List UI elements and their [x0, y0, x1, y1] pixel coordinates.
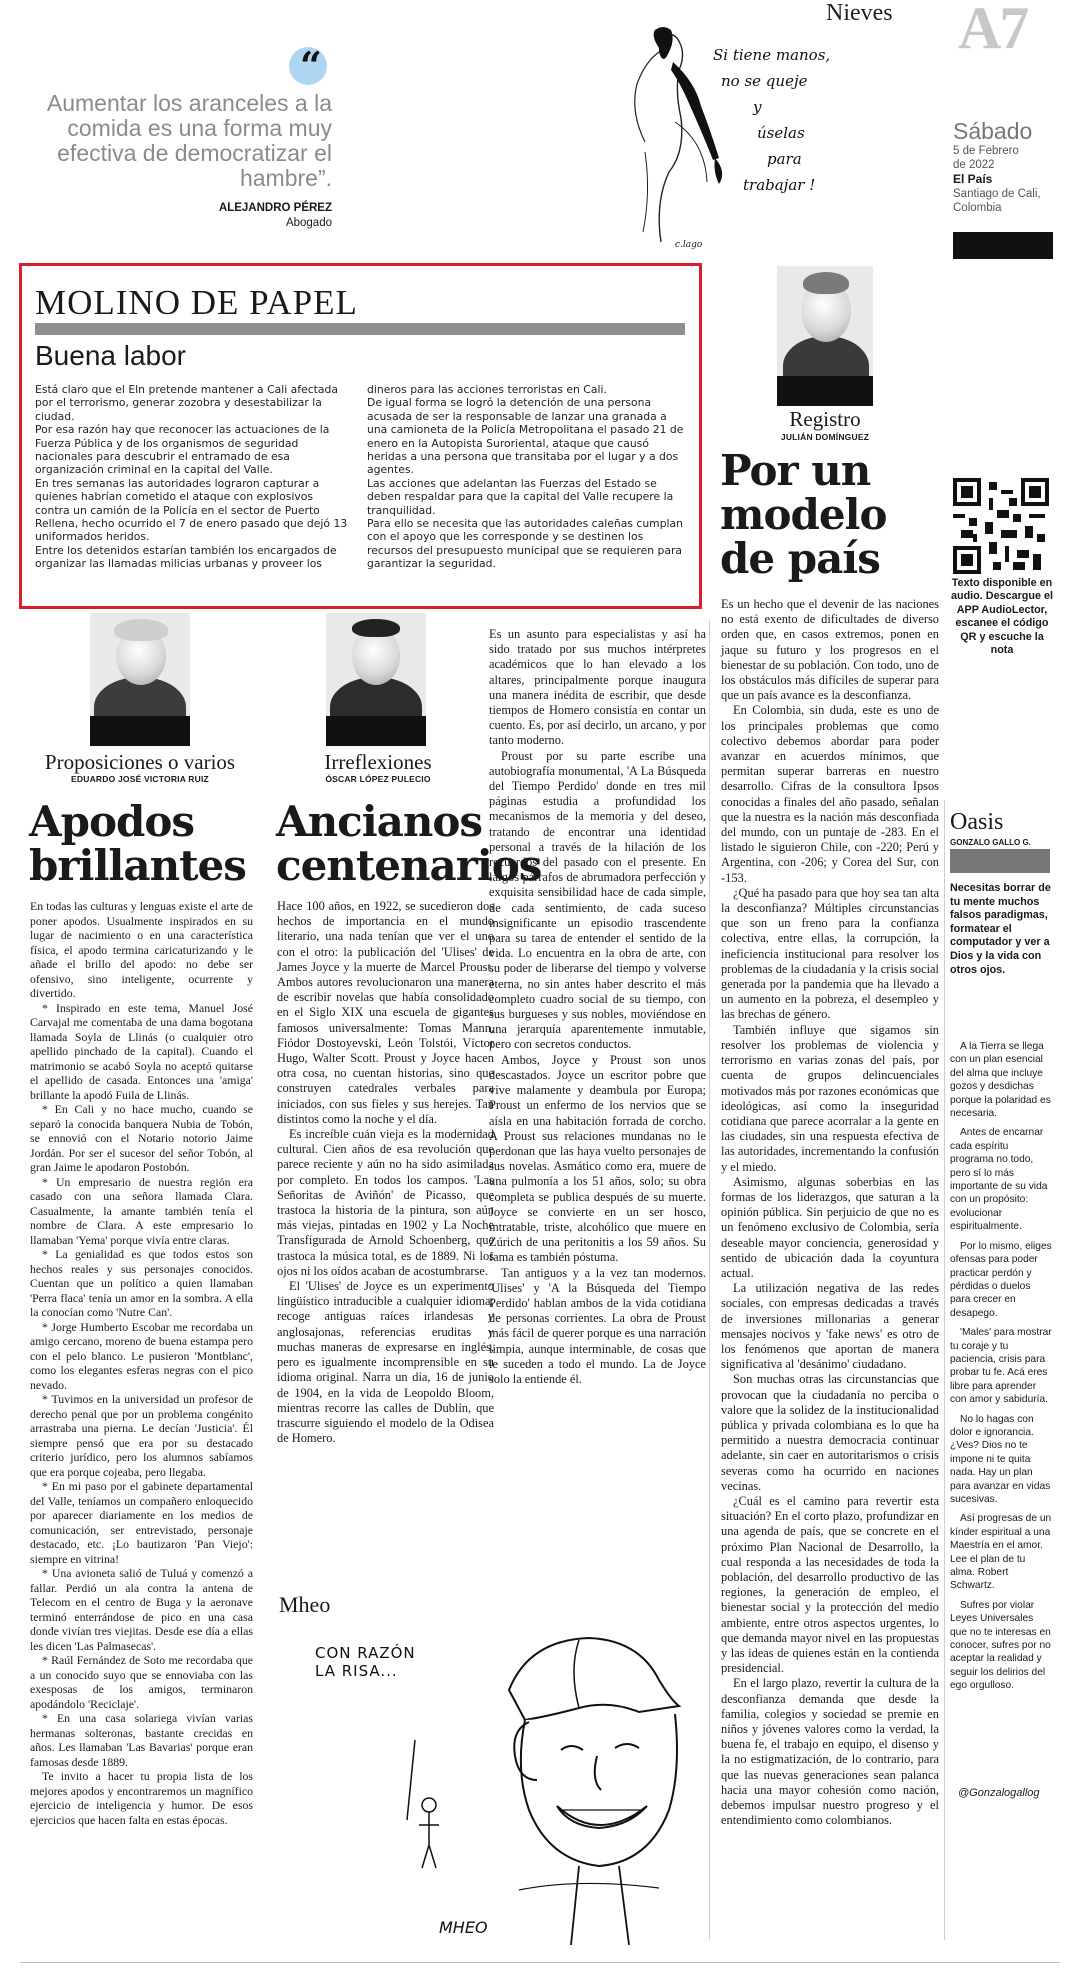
oasis-lead: Necesitas borrar de tu mente muchos falsos paradigmas, formatear el computador y ver a Dios y la vida con otros ojos. — [950, 882, 1051, 976]
mheo-cartoon — [279, 1630, 709, 1945]
mheo-signature: MHEO — [439, 1918, 488, 1937]
editorial-col-1: Está claro que el Eln pretende mantener a Cali afectada por el terrorismo, generar zozobra y desestabilizar la ciudad. Por esa razón hay que reconocer las actuaciones de la Fuerza Pública y de los organismos de seguridad nacionales para descubrir el entramado de esa organización criminal en la capital del Valle. En tres semanas las autoridades lograron capturar a quienes habrían cometido el ataque con explosivos contra un camión de la Policía en el sector de Puerto Rellena, hecho ocurrido el 7 de enero pasado que dejó 13 uniformados heridos. Entre los detenidos estarían también los encargados de organizar las llamadas milicias urbanas y proveer los — [35, 383, 348, 571]
section-name: Nieves — [826, 0, 893, 26]
proposiciones-author-photo — [90, 613, 190, 746]
proposiciones-title: Apodos brillantes — [29, 797, 246, 890]
proposiciones-author: EDUARDO JOSÉ VICTORIA RUIZ — [71, 774, 209, 784]
paper-name: El País — [953, 172, 993, 186]
editorial-box — [19, 263, 702, 609]
oasis-column-name: Oasis — [950, 809, 1004, 835]
mheo-speech-bubble: CON RAZÓN LA RISA... — [315, 1644, 416, 1680]
date: 5 de Febrero de 2022 — [953, 145, 1019, 171]
irreflexiones-body-col-1: Hace 100 años, en 1922, se sucedieron dos hechos de importancia en el mundo literario, una nada tenían que ver el uno con el otro: la publicación del 'Ulises' de James Joyce y la muerte de Marcel Proust. Ambos autores revolucionaron una manera de escribir novelas que había consolidado en el Siglo XIX una escuela de gigantes famosos universalmente: Tomas Mann, Fiódor Dostoyevski, León Tolstói, Víctor Hugo, Walter Scott. Proust y Joyce hacen otra cosa, no cuentan historias, sino que construyen catedrales verbales para iniciados, con sus fieles y sus herejes. Tan distintos como la noche y el día. Es increíble cuán vieja es la modernidad cultural. Cien años de esa revolución que parece reciente y aún no ha sido asimilada por completo. En todos los campos. 'Las Señoritas de Aviñón' de Picasso, que trastoca la historia de la pintura, son aún más viejas, pintadas en 1902 y La Noche Transfigurada de Arnold Schoenberg, que trastoca la música total, es de 1889. Ni los ojos ni los oídos acaban de acostumbrarse. El 'Ulises' de Joyce es un experimento lingüístico intraducible a cualquier idioma; recoge antiguas raíces irlandesas y anglosajonas, referencias eruditas y muchas maneras de expresarse en inglés, pero es igualmente incomprensible en su idioma original. Narra un día, 16 de junio de 1904, en la vida de Leopoldo Bloom, mientras recorre las calles de Dublín, que trascurre siguiendo el modelo de la Odisea de Homero. — [277, 899, 494, 1446]
oasis-body: A la Tierra se llega con un plan esencial del alma que incluye gozos y desdichas porque la polaridad es necesaria. Antes de encarnar cada espíritu programa no todo, pero sí lo más importante de su vida con un propósito: evolucionar espiritualmente. Por lo mismo, eliges ofensas para poder practicar perdón y pérdidas o duelos para crecer en desapego. 'Males' para mostrar tu coraje y tu paciencia, crisis para probar tu fe. Acá eres libre para aprender con amor y sabiduría. No lo hagas con dolor e ignorancia. ¿Ves? Dios no te impone ni te quita nada. Hay un plan para avanzar en vidas sucesivas. Así progresas de un kínder espiritual a una Maestría en el amor. Lee el plan de tu alma. Robert Schwartz. Sufres por violar Leyes Universales que no te interesas en conocer, sufres por no aceptar la realidad y seguir los delirios del ego orgulloso. — [950, 1041, 1052, 1692]
irreflexiones-author-photo — [326, 613, 426, 746]
proposiciones-column-name: Proposiciones o varios — [44, 750, 236, 774]
cartoon-caption: Si tiene manos, no se queje y úselas para trabajar ! — [713, 46, 831, 194]
registro-author-photo — [777, 266, 873, 406]
column-divider — [944, 800, 945, 1940]
audio-text: Texto disponible en audio. Descargue el APP AudioLector, escanee el código QR y escuche la nota — [950, 577, 1053, 657]
oasis-handle[interactable]: @Gonzalogallog — [958, 1787, 1040, 1799]
proposiciones-body: En todas las culturas y lenguas existe el arte de poner apodos. Usualmente inspirados en su lugar de nacimiento o en una característica física, el apodo termina caricaturizando y le añade el brillo del apodo: no debe ser ofensivo, sino inteligente, ocurrente y divertido. * Inspirado en este tema, Manuel José Carvajal me comentaba de una dama bogotana llamada Soyla de Llinás (o cualquier otro apellido pinchado de la capital). Cuando el matrimonio se acabó Soyla no aceptó quitarse el apellido de casada. Entonces una 'amiga' brillante la apodó Fuila de Llinás. * En Cali y no hace mucho, cuando se separó la conocida banquera Nubia de Tobón, se ennovió con el Notario notorio Jaime Jordán. Por ser el sucesor del señor Tobón, al gran Jaime le apodaron Postobón. * Un empresario de nuestra región era casado con una señora llamada Clara. Casualmente, la amante también tenía el nombre de Clara. A este empresario lo llamaban 'Yema' porque vivía entre claras. * La genialidad es que todos estos son hechos reales y sus personajes conocidos. Cuentan que un político a quien llamaban 'Perra flaca' tenía un amor en la sombra. A ella la conocían como 'Nutre Can'. * Jorge Humberto Escobar me recordaba un amigo cercano, moreno de buena estampa pero con el pelo blanco. Le pusieron 'Montblanc', como los elegantes esferas negras con el pico nevado. * Tuvimos en la universidad un profesor de derecho penal que por un problema congénito arrastraba una pierna. Le decían 'Justicia'. Él siempre pensó que era por su destacado criterio jurídico, pero los alumnos sabíamos que era porque cojeaba, pero llegaba. * En mi paso por el gabinete departamental del Valle, teníamos un compañero enloquecido por aparecer diariamente en los medios de comunicación, ser entrevistado, personaje destacado, etc. ¡Lo bautizaron 'Pan Viejo': siempre en vitrina! * Una avioneta salió de Tuluá y comenzó a fallar. Perdió un ala contra la antena de Telecom en el centro de Buga y la aeronave terminó enterrándose de pico en una casa donde vivían tres viejitas. Desde ese día a ellas les dicen 'Las Palmasecas'. * Raúl Fernández de Soto me recordaba que a un conocido suyo que se ennoviaba con las exesposas de los amigos, terminaron apodándolo 'Reciclaje'. * En una casa solariega vivían varias hermanas solteronas, bastante crecidas en años. Les llamaban 'Las Bavarias' porque eran famosas desde 1889. Te invito a hacer tu propia lista de los mejores apodos y encontraremos un magnífico ejercicio de inteligencia y humor. De esos ejercicios que hacen falta en estas épocas. — [30, 899, 253, 1827]
editorial-kicker: MOLINO DE PAPEL — [35, 283, 358, 322]
quote-author: ALEJANDRO PÉREZ — [218, 202, 332, 214]
page-number: A7 — [958, 0, 1028, 61]
quote-role: Abogado — [285, 217, 332, 229]
registro-body: Es un hecho que el devenir de las naciones no está exento de dificultades de diverso orden que, en casos extremos, ponen en jaque su futuro y los progresos en el bienestar de su población. Con todo, uno de los obstáculos más difíciles de superar para que un país avance es la desconfianza. En Colombia, sin duda, este es uno de los principales problemas que como colectivo debemos abordar para poder avanzar en acuerdos mínimos, que permitan superar barreras en nuestro desarrollo. Cifras de la consultora Ipsos conocidas a finales del año pasado, señalan que la nuestra es la nación más desconfiada del mundo, con un puntaje de -283. En el listado le siguieron Chile, con -220; Perú y Argentina, con -206; y Corea del Sur, con -153. ¿Qué ha pasado para que hoy sea tan alta la desconfianza? Múltiples circunstancias que son un freno para la confianza colectiva, entre ellas, la corrupción, la ineficiencia institucional para resolver los problemas de la ciudadanía y la crisis social generada por la pandemia que ha llevado a un aumento en la pobreza, el desempleo y las brechas de género. También influye que sigamos sin resolver los problemas de violencia y terrorismo en varias zonas del país, por cuenta de grupos delincuenciales motivados más por razones económicas que ideológicas, así como la inseguridad cotidiana que parece acorralar a la gente en las ciudades, sin una respuesta efectiva de las autoridades, incrementando la confusión y el miedo. Asimismo, algunas soberbias en las formas de los liderazgos, que saturan a la opinión pública. Sin perjuicio de que no es un fenómeno exclusivo de Colombia, sería deseable mayor conciencia, generosidad y sentido de ubicación dada la coyuntura actual. La utilización negativa de las redes sociales, con empresas dedicadas a través de inversiones millonarias a generar mensajes nocivos y 'fake news' es otro de los fenómenos que aportan de manera significativa al 'desánimo' ciudadano. Son muchas otras las circunstancias que provocan que la ciudadanía no perciba o valore que la solidez de la institucionalidad pública y privada colombiana es lo que ha permitido a nuestra democracia continuar adelante, sin caer en autoritarismos o crisis severas como ha ocurrido en naciones vecinas. ¿Cuál es el camino para revertir esta situación? En el corto plazo, profundizar en una agenda de país, que se concrete en el próximo Plan Nacional de Desarrollo, la cual responda a las necesidades de toda la población, del desarrollo productivo de las regiones, la generación de empleo, el bienestar social y la protección del medio ambiente, entre otros aspectos urgentes, lo que demanda mayor nivel en las propuestas y las ideas de quienes están en la contienda presidencial. En el largo plazo, revertir la cultura de la desconfianza demanda que desde la familia, colegios y sociedad se premie en niños y jóvenes valores como la verdad, la buena fe, el trabajo en equipo, el disenso y la no estigmatización, de lo contrario, para que las nuevas generaciones sean palanca hacia una mayor cohesión como nación, debemos impulsar nuestro progreso y el entendimiento como colombianos. — [721, 597, 939, 1828]
editorial-col-2: dineros para las acciones terroristas en Cali. De igual forma se logró la detención de una persona acusada de ser la responsable de lanzar una granada a una camioneta de la Policía Metropolitana el pasado 21 de enero en la Autopista Suroriental, ataque que causó heridas a una persona que transitaba por el lugar y a dos agentes. Las acciones que adelantan las Fuerzas del Estado se deben respaldar para que la capital del Valle recupere la tranquilidad. Para ello se necesita que las autoridades caleñas cumplan con el apoyo que les corresponde y se destinen los recursos del presupuesto municipal que se requieren para garantizar la seguridad. — [367, 383, 684, 571]
date-black-bar — [953, 232, 1053, 259]
quote-badge — [289, 43, 327, 88]
place: Santiago de Cali, Colombia — [953, 188, 1041, 214]
oasis-black-bar — [950, 849, 1050, 873]
audio-qr-code[interactable] — [953, 478, 1049, 574]
irreflexiones-column-name: Irreflexiones — [324, 750, 432, 774]
column-divider — [709, 620, 710, 1940]
editorial-title: Buena labor — [35, 340, 187, 371]
bottom-rule — [20, 1962, 1060, 1963]
quote-text: Aumentar los aranceles a la comida es una forma muy efectiva de democratizar el hambre”. — [46, 90, 332, 191]
registro-title: Por un modelo de país — [720, 446, 887, 583]
registro-author: JULIÁN DOMÍNGUEZ — [780, 432, 870, 442]
top-cartoon — [615, 22, 840, 257]
qr-code-icon — [953, 478, 1049, 574]
cartoon-signature: c.lago — [675, 240, 703, 250]
oasis-author: GONZALO GALLO G. — [950, 838, 1031, 847]
date-block — [953, 118, 1065, 215]
irreflexiones-title: Ancianos centenarios — [276, 797, 542, 890]
editorial-rule — [35, 323, 685, 335]
mheo-label: Mheo — [279, 1592, 331, 1617]
irreflexiones-author: ÓSCAR LÓPEZ PULECIO — [325, 774, 431, 784]
day: Sábado — [953, 118, 1033, 144]
registro-column-name: Registro — [789, 407, 861, 431]
quote-mark-icon: “ — [300, 43, 322, 88]
irreflexiones-body-col-2: Es un asunto para especialistas y así ha sido tratado por sus muchos intérpretes académicos que lo han elevado a los altares, principalmente porque inaugura una manera inédita de escribir, que desde tiempos de Homero consistía en contar un cuento. Es, por así decirlo, un arcano, y por tanto moderno. Proust por su parte escribe una autobiografía monumental, 'A La Búsqueda del Tiempo Perdido' donde en tres mil páginas estudia a profundidad los mecanismos de la memoria y del deseo, tratando de encontrar una identidad personal a través de la hilación de los recuerdos del pasado con el presente. En largos párrafos de abrumadora perfección y exquisita sensibilidad hace de cada simple, de cada sentimiento, de cada suceso insignificante un episodio trascendente para su tarea de entender el sentido de la vida. Lo encuentra en la obra de arte, con su poder de liberarse del tiempo y volverse eterna, no sin antes haber descrito el más completo cuadro social de su tiempo, con sus burgueses y sus nobles, moviéndose en una jerarquía aparentemente inmutable, pero con secretos conductos. Ambos, Joyce y Proust son unos descastados. Joyce un escritor pobre que vive malamente y deambula por Europa; Proust un enfermo de los nervios que se aísla en una habitación forrada de corcho. A Proust sus relaciones mundanas no le perdonan que las haya vuelto personajes de sus novelas. Asmático como era, muere de una pulmonía a los 51 años, solo; su obra completa se publica después de su muerte. Joyce se convierte en un ser hosco, intratable, triste, alcohólico que muere en Zúrich de una peritonitis a los 59 años. Su fama es también póstuma. Tan antiguos y a la vez tan modernos. 'Ulises' y 'A la Búsqueda del Tiempo Perdido' hablan ambos de la vida cotidiana de personas corrientes. La obra de Proust más fácil de querer porque es una narración limpia, aunque interminable, de cosas que le suceden a todo el mundo. La de Joyce solo la entiende él. — [489, 627, 706, 1386]
